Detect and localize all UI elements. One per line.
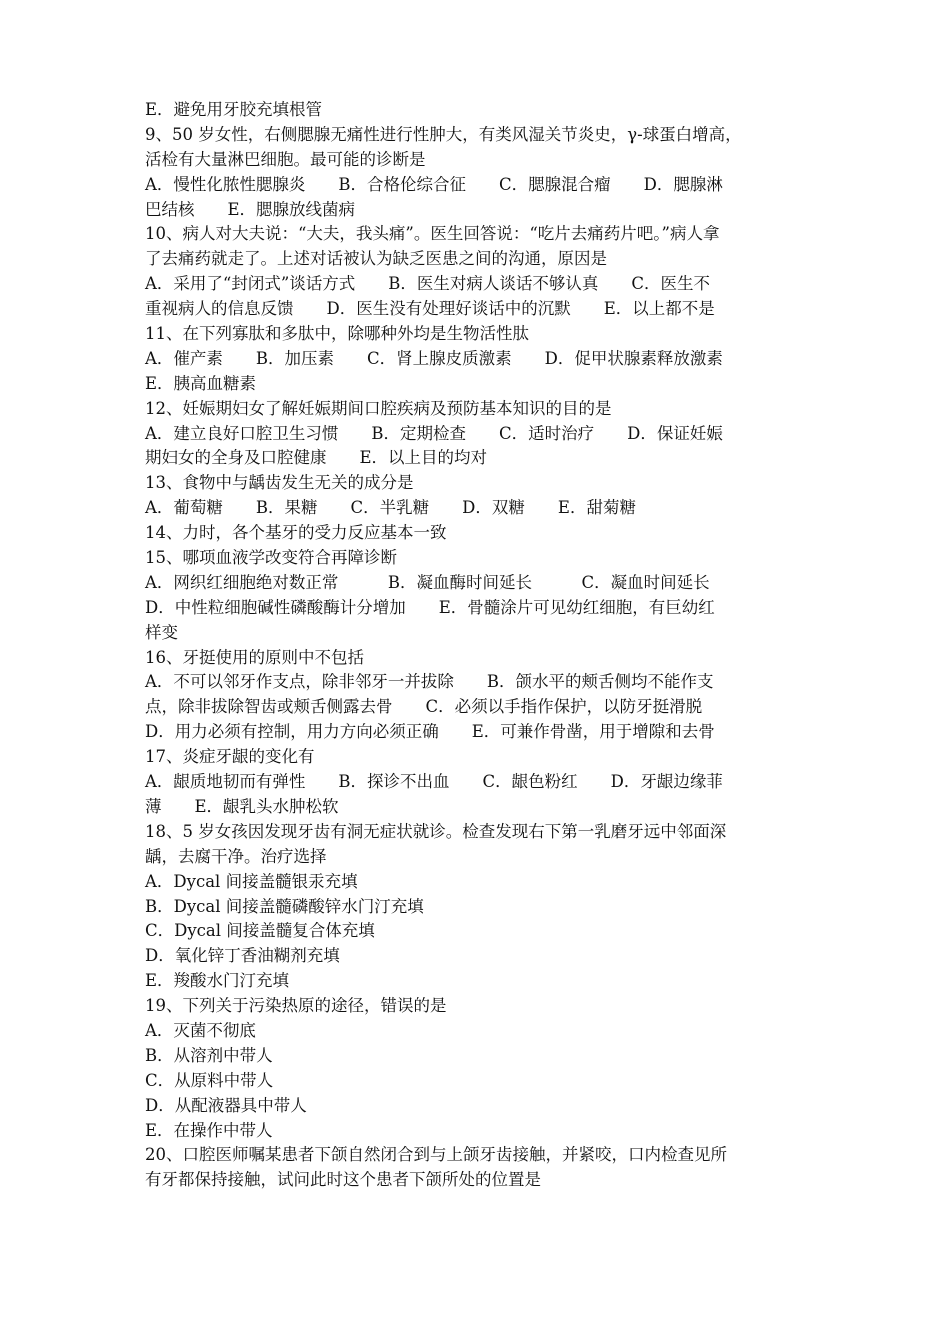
text-line: A．灭菌不彻底 <box>145 1020 256 1040</box>
text-line: B．Dycal 间接盖髓磷酸锌水门汀充填 <box>145 896 424 916</box>
text-line: D．从配液器具中带人 <box>145 1095 307 1115</box>
text-line: E．在操作中带人 <box>145 1120 273 1140</box>
text-line: 龋，去腐干净。治疗选择 <box>145 846 327 866</box>
text-line: 了去痛药就走了。上述对话被认为缺乏医患之间的沟通，原因是 <box>145 249 607 269</box>
text-line: 11、在下列寡肽和多肽中，除哪种外均是生物活性肽 <box>145 324 529 344</box>
text-line: A．采用了“封闭式”谈话方式 B．医生对病人谈话不够认真 C．医生不 <box>145 274 711 294</box>
text-line: B．从溶剂中带人 <box>145 1045 273 1065</box>
text-line: 点，除非拔除智齿或颊舌侧露去骨 C．必须以手指作保护，以防牙挺滑脱 <box>145 697 703 717</box>
text-line: 重视病人的信息反馈 D．医生没有处理好谈话中的沉默 E．以上都不是 <box>145 299 715 319</box>
text-line: A．建立良好口腔卫生习惯 B．定期检查 C．适时治疗 D．保证妊娠 <box>145 423 723 443</box>
text-line: 薄 E．龈乳头水肿松软 <box>145 796 339 816</box>
text-line: C．Dycal 间接盖髓复合体充填 <box>145 921 375 941</box>
text-line: A．催产素 B．加压素 C．肾上腺皮质激素 D．促甲状腺素释放激素 <box>145 348 723 368</box>
text-line: E．胰高血糖素 <box>145 373 257 393</box>
text-line: 9、50 岁女性，右侧腮腺无痛性进行性肿大，有类风湿关节炎史，γ-球蛋白增高， <box>145 124 742 144</box>
text-line: 12、妊娠期妇女了解妊娠期间口腔疾病及预防基本知识的目的是 <box>145 398 612 418</box>
text-line: E．避免用牙胶充填根管 <box>145 100 323 119</box>
text-line: A．葡萄糖 B．果糖 C．半乳糖 D．双糖 E．甜菊糖 <box>145 498 636 518</box>
text-line: A．慢性化脓性腮腺炎 B．合格伦综合征 C．腮腺混合瘤 D．腮腺淋 <box>145 174 723 194</box>
text-line: 14、力时，各个基牙的受力反应基本一致 <box>145 523 447 543</box>
text-line: A．不可以邻牙作支点，除非邻牙一并拔除 B．颌水平的颊舌侧均不能作支 <box>145 672 714 692</box>
text-line: A．龈质地韧而有弹性 B．探诊不出血 C．龈色粉红 D．牙龈边缘菲 <box>145 772 723 792</box>
text-line: D．用力必须有控制，用力方向必须正确 E．可兼作骨凿，用于增隙和去骨 <box>145 722 715 742</box>
text-line: 活检有大量淋巴细胞。最可能的诊断是 <box>145 149 426 169</box>
text-line: 15、哪项血液学改变符合再障诊断 <box>145 548 397 568</box>
text-line: 17、炎症牙龈的变化有 <box>145 747 315 767</box>
text-line: 16、牙挺使用的原则中不包括 <box>145 647 364 667</box>
text-line: D．中性粒细胞碱性磷酸酶计分增加 E．骨髓涂片可见幼红细胞，有巨幼红 <box>145 597 715 617</box>
text-line: 19、下列关于污染热原的途径，错误的是 <box>145 996 447 1016</box>
text-line: A．网织红细胞绝对数正常 B．凝血酶时间延长 C．凝血时间延长 <box>145 572 710 592</box>
text-line: 13、食物中与龋齿发生无关的成分是 <box>145 473 414 493</box>
text-line: 期妇女的全身及口腔健康 E．以上目的均对 <box>145 448 488 468</box>
document-body <box>145 98 810 1193</box>
text-line: 巴结核 E．腮腺放线菌病 <box>145 199 356 219</box>
text-line: C．从原料中带人 <box>145 1070 274 1090</box>
text-line: E．羧酸水门汀充填 <box>145 971 290 991</box>
text-line: 样变 <box>145 622 178 642</box>
text-line: 10、病人对大夫说：“大夫，我头痛”。医生回答说：“吃片去痛药片吧。”病人拿 <box>145 224 720 244</box>
text-line: D．氧化锌丁香油糊剂充填 <box>145 946 340 966</box>
text-line: 18、5 岁女孩因发现牙齿有洞无症状就诊。检查发现右下第一乳磨牙远中邻面深 <box>145 821 727 841</box>
text-line: 有牙都保持接触，试问此时这个患者下颌所处的位置是 <box>145 1170 541 1190</box>
text-line: A．Dycal 间接盖髓银汞充填 <box>145 871 358 891</box>
text-line: 20、口腔医师嘱某患者下颌自然闭合到与上颌牙齿接触，并紧咬，口内检查见所 <box>145 1145 727 1165</box>
